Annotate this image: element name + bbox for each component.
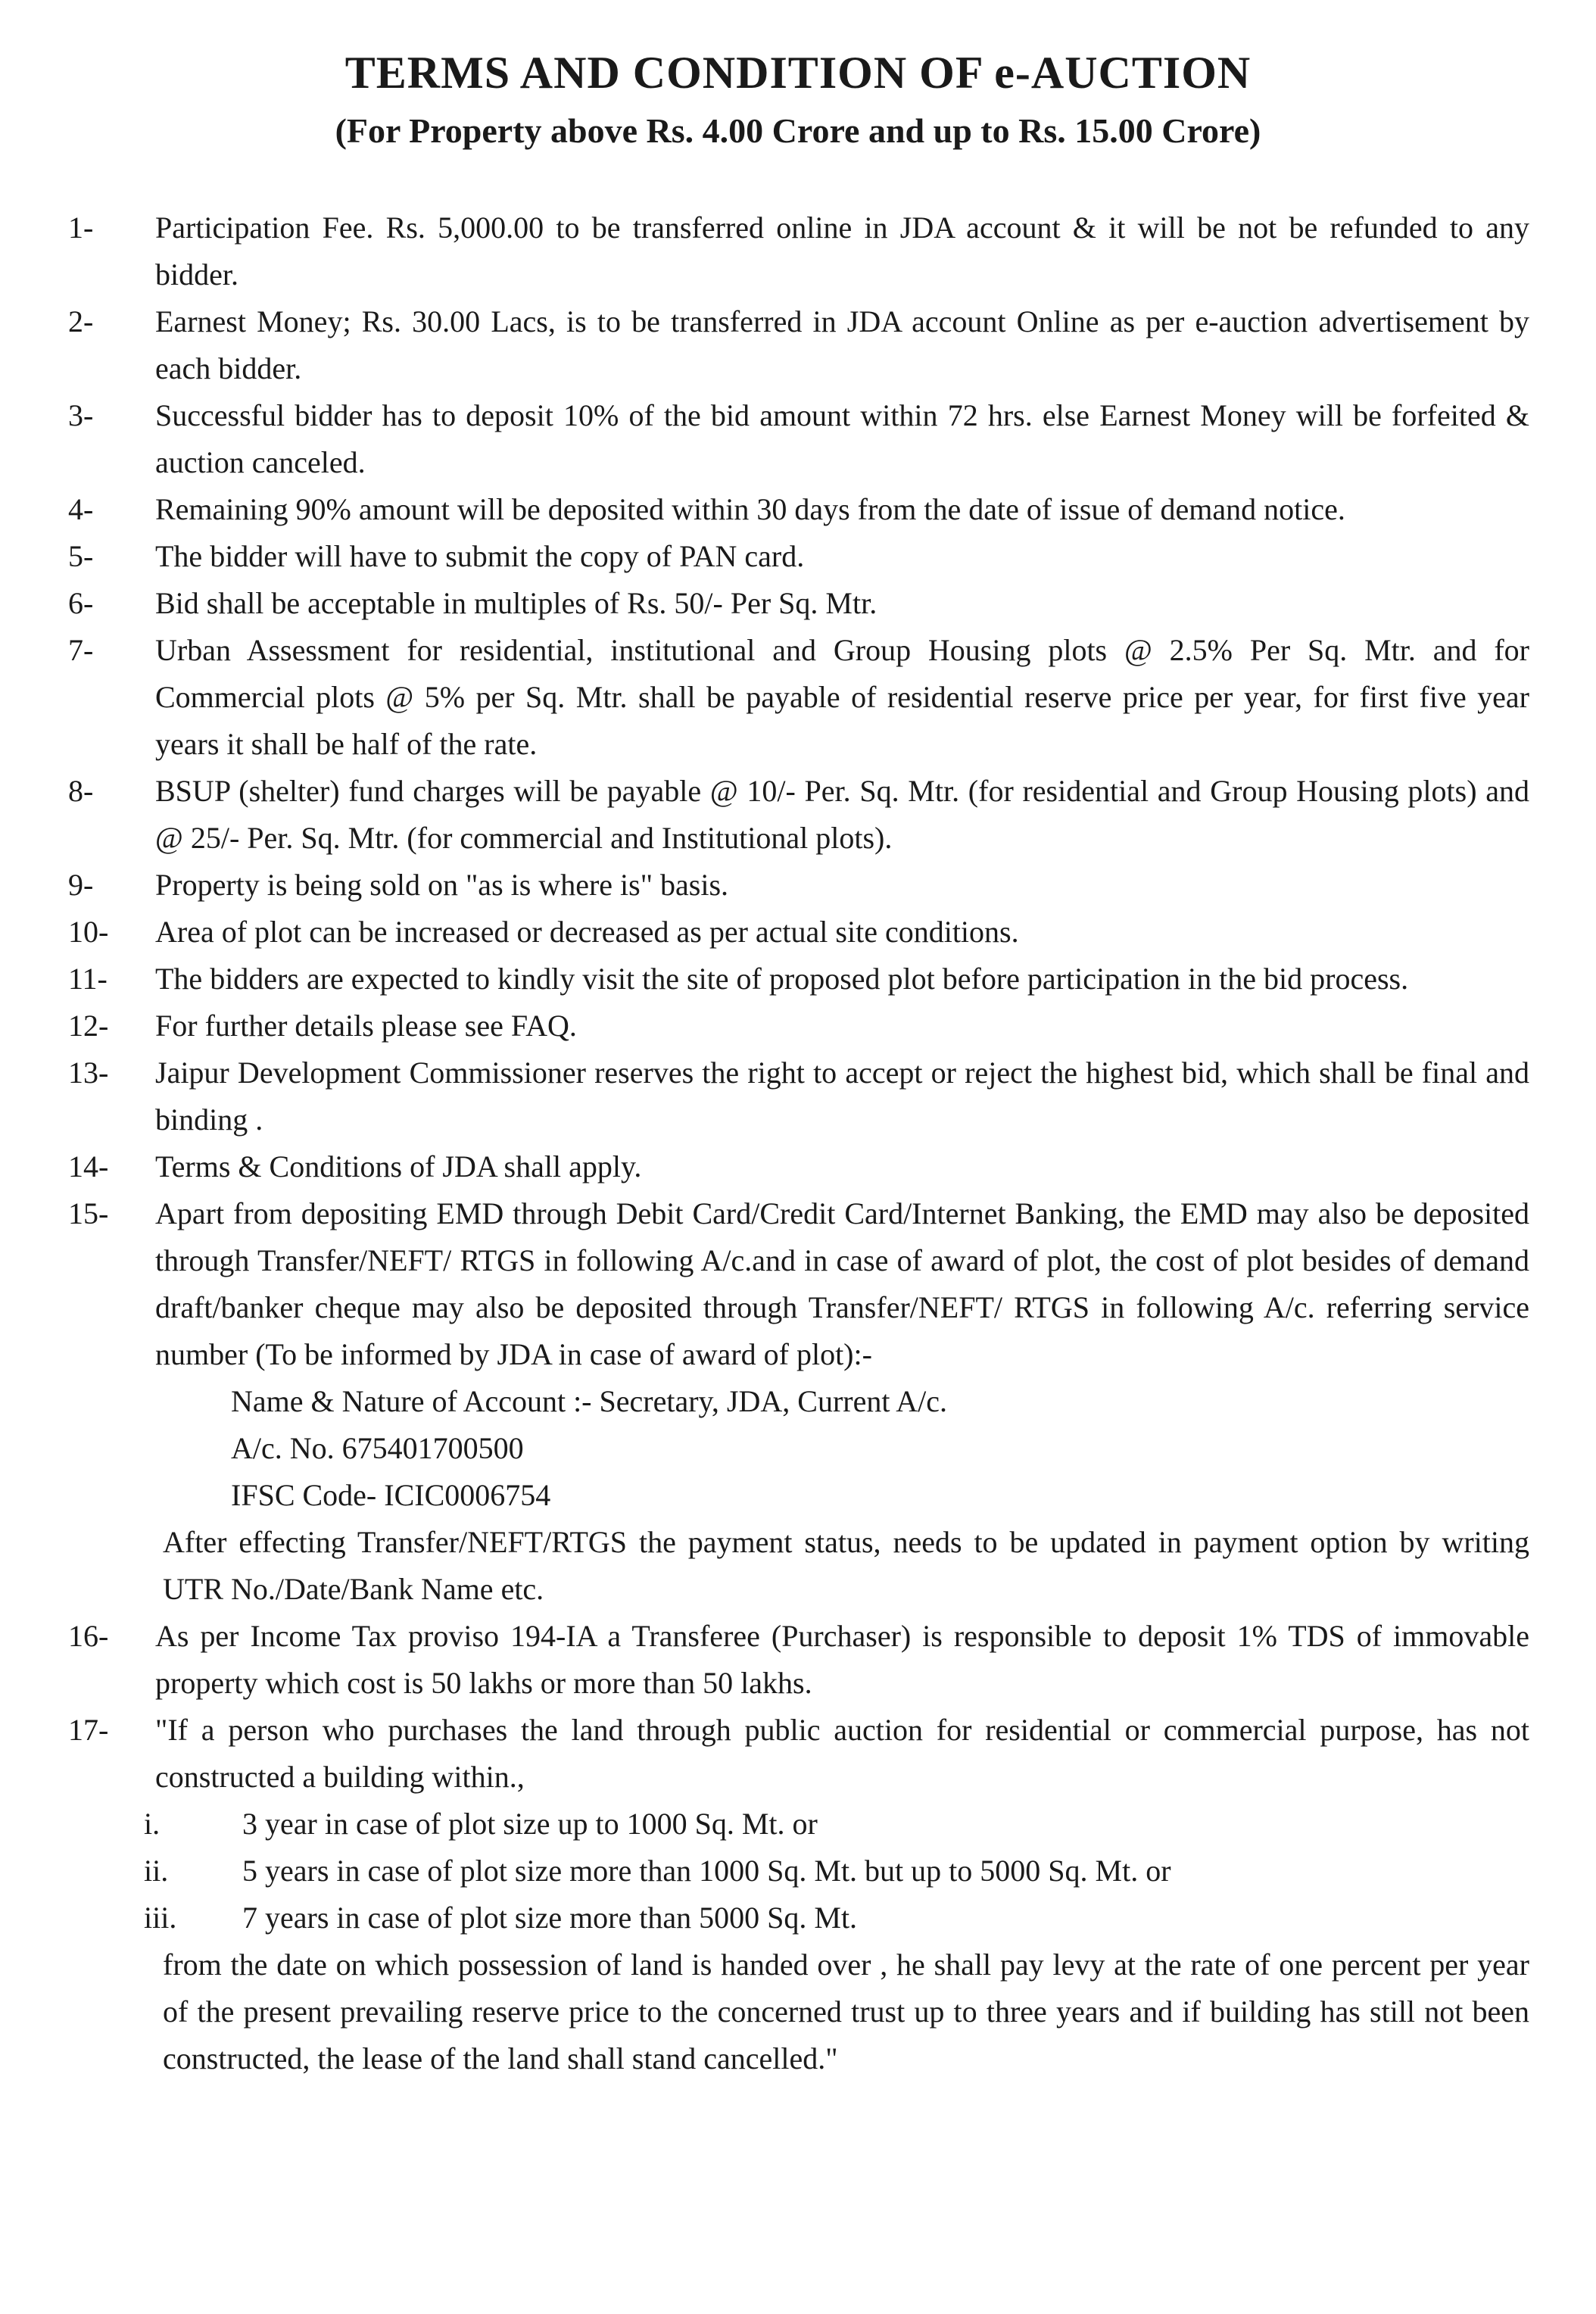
term-text: Terms & Conditions of JDA shall apply. <box>155 1149 642 1184</box>
term-text: Participation Fee. Rs. 5,000.00 to be transferred online in JDA account & it will be not be refunded to any bidder. <box>155 211 1529 292</box>
term-item-7 <box>68 627 1529 768</box>
term-number: 16- <box>68 1619 109 1653</box>
term-text: The bidders are expected to kindly visit the site of proposed plot before participation in the bid process. <box>155 962 1409 996</box>
term-text: As per Income Tax proviso 194-IA a Transferee (Purchaser) is responsible to deposit 1% TDS of immovable property which cost is 50 lakhs or more than 50 lakhs. <box>155 1619 1529 1700</box>
term-number: 8- <box>68 774 94 808</box>
bank-account-details <box>231 1378 1529 1519</box>
term-text: Property is being sold on "as is where is" basis. <box>155 868 729 902</box>
term-number: 3- <box>68 398 94 432</box>
ifsc-code: IFSC Code- ICIC0006754 <box>231 1478 551 1512</box>
term-item-13 <box>68 1049 1529 1143</box>
sub-item-text: 5 years in case of plot size more than 1000 Sq. Mt. but up to 5000 Sq. Mt. or <box>242 1854 1171 1888</box>
term-number: 6- <box>68 586 94 620</box>
construction-period-list <box>144 1801 1529 1941</box>
term-item-4 <box>68 486 1529 533</box>
term-item-14 <box>68 1143 1529 1190</box>
term-number: 4- <box>68 492 94 526</box>
term-item-8 <box>68 768 1529 862</box>
sub-item-text: 3 year in case of plot size up to 1000 Sq. Mt. or <box>242 1807 818 1841</box>
payment-status-note: After effecting Transfer/NEFT/RTGS the payment status, needs to be updated in payment option by writing UTR No./Date/Bank Name etc. <box>163 1525 1529 1606</box>
sub-item <box>144 1801 1529 1848</box>
term-number: 9- <box>68 868 94 902</box>
term-item-17 <box>68 1707 1529 2082</box>
term-item-2 <box>68 298 1529 392</box>
term-text: Area of plot can be increased or decreased as per actual site conditions. <box>155 915 1019 949</box>
term-number: 14- <box>68 1149 109 1184</box>
document-title: TERMS AND CONDITION OF e-AUCTION <box>344 48 1252 98</box>
term-number: 11- <box>68 962 108 996</box>
term-number: 1- <box>68 211 94 245</box>
sub-item-number: i. <box>144 1807 161 1841</box>
term-item-10 <box>68 909 1529 956</box>
term-text: "If a person who purchases the land through public auction for residential or commercial purpose, has not constructed a building within., <box>155 1713 1529 1794</box>
term-number: 7- <box>68 633 94 667</box>
term-text: The bidder will have to submit the copy of PAN card. <box>155 539 805 573</box>
term-number: 5- <box>68 539 94 573</box>
term-item-1 <box>68 204 1529 298</box>
sub-item <box>144 1848 1529 1895</box>
term-number: 13- <box>68 1056 109 1090</box>
sub-item-number: ii. <box>144 1854 169 1888</box>
term-text: Apart from depositing EMD through Debit Card/Credit Card/Internet Banking, the EMD may also be deposited through Transfer/NEFT/ RTGS in following A/c.and in case of award of plot, the cost of plot besides of demand draft/banker cheque may also be deposited through Transfer/NEFT/ RTGS in following A/c. referring service number (To be informed by JDA in case of award of plot):- <box>155 1196 1529 1371</box>
term-text: BSUP (shelter) fund charges will be payable @ 10/- Per. Sq. Mtr. (for residential and Group Housing plots) and @ 25/- Per. Sq. Mtr. (for commercial and Institutional plots). <box>155 774 1529 855</box>
term-text: Remaining 90% amount will be deposited within 30 days from the date of issue of demand notice. <box>155 492 1345 526</box>
terms-list <box>68 204 1529 2082</box>
term-text: Successful bidder has to deposit 10% of the bid amount within 72 hrs. else Earnest Money will be forfeited & auction canceled. <box>155 398 1529 479</box>
sub-item-text: 7 years in case of plot size more than 5000 Sq. Mt. <box>242 1901 858 1935</box>
account-name: Name & Nature of Account :- Secretary, JDA, Current A/c. <box>231 1384 947 1418</box>
term-item-9 <box>68 862 1529 909</box>
term-number: 17- <box>68 1713 109 1747</box>
document-subtitle: (For Property above Rs. 4.00 Crore and up to Rs. 15.00 Crore) <box>335 111 1261 150</box>
term-item-5 <box>68 533 1529 580</box>
term-item-16 <box>68 1613 1529 1707</box>
term-text: Jaipur Development Commissioner reserves the right to accept or reject the highest bid, which shall be final and binding . <box>155 1056 1529 1137</box>
sub-item-number: iii. <box>144 1901 177 1935</box>
term-text: Bid shall be acceptable in multiples of Rs. 50/- Per Sq. Mtr. <box>155 586 877 620</box>
term-text: For further details please see FAQ. <box>155 1009 577 1043</box>
term-text: Earnest Money; Rs. 30.00 Lacs, is to be transferred in JDA account Online as per e-auction advertisement by each bidder. <box>155 304 1529 385</box>
term-item-12 <box>68 1003 1529 1049</box>
term-item-15 <box>68 1190 1529 1613</box>
term-item-6 <box>68 580 1529 627</box>
term-number: 12- <box>68 1009 109 1043</box>
account-number: A/c. No. 675401700500 <box>231 1431 524 1465</box>
term-number: 2- <box>68 304 94 338</box>
term-text: Urban Assessment for residential, institutional and Group Housing plots @ 2.5% Per Sq. Mtr. and for Commercial plots @ 5% per Sq. Mtr. shall be payable of residential reserve price per year, for first five year years it shall be half of the rate. <box>155 633 1529 761</box>
term-number: 10- <box>68 915 109 949</box>
sub-item <box>144 1895 1529 1941</box>
term-number: 15- <box>68 1196 109 1230</box>
term-item-11 <box>68 956 1529 1003</box>
term-item-3 <box>68 392 1529 486</box>
levy-clause: from the date on which possession of land is handed over , he shall pay levy at the rate of one percent per year of the present prevailing reserve price to the concerned trust up to three years and if building has still not been constructed, the lease of the land shall stand cancelled." <box>163 1948 1529 2075</box>
